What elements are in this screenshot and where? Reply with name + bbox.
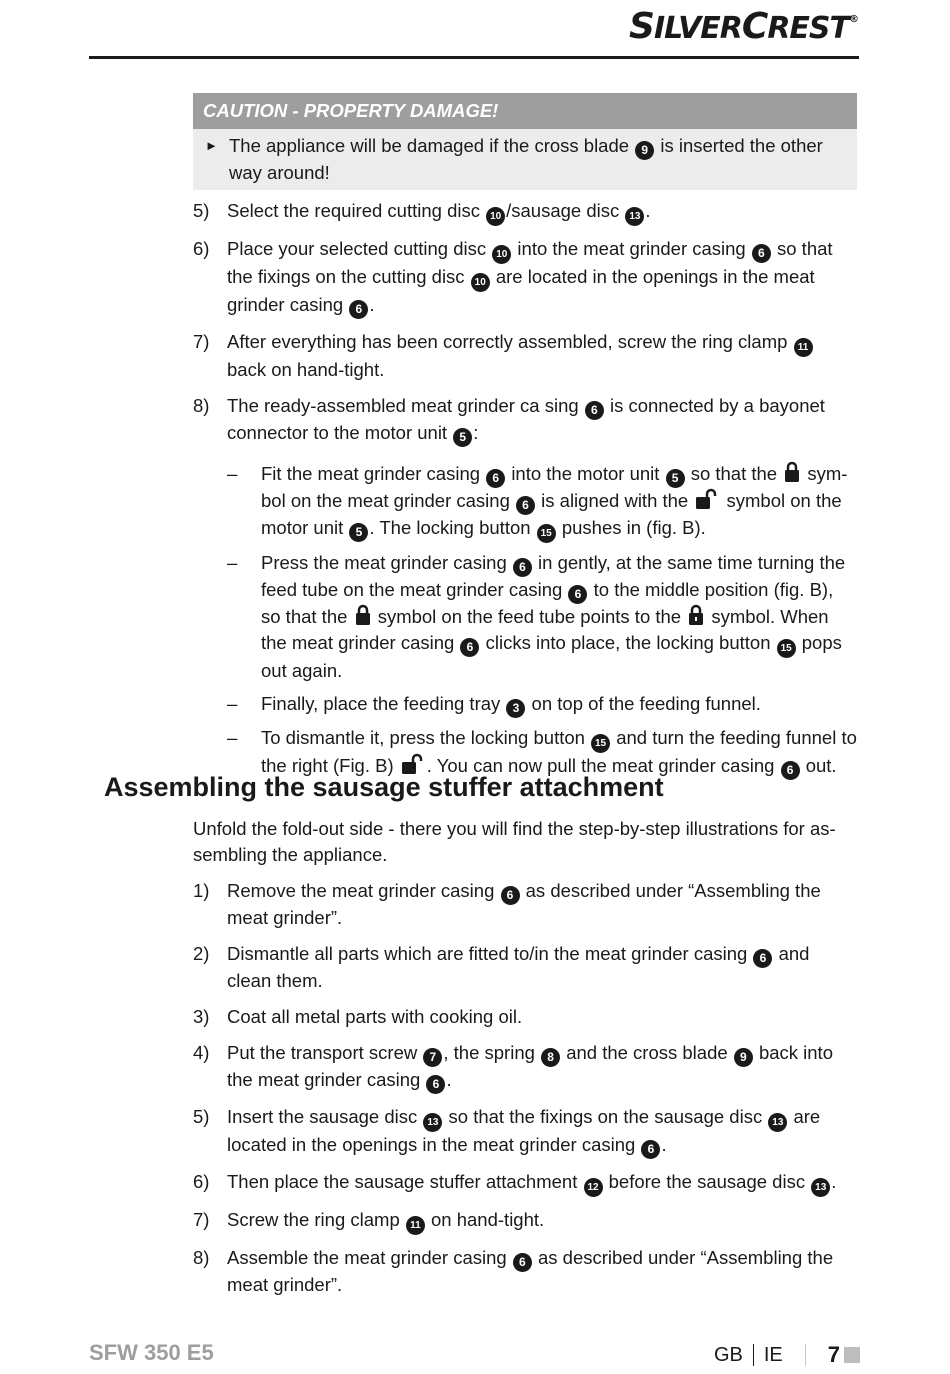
- sub-step-item: – Finally, place the feeding tray 3 on top of the feeding funnel.: [227, 691, 857, 718]
- ref-number: 15: [777, 639, 796, 658]
- ref-number: 7: [423, 1048, 442, 1067]
- step-item: 8) The ready-assembled meat grinder ca sing 6 is connected by a bayonet connector to the motor unit 5 :: [193, 393, 857, 447]
- sub-step-item: – Press the meat grinder casing 6 in gently, at the same time turning the feed tube on the meat grinder casing 6 to the middle position (fig. B), so that the symbol on the feed tube points to the symbol. When the meat grinder casing 6 clicks into place, the locking button 15 pops out again.: [227, 552, 846, 681]
- ref-number: 6: [752, 244, 771, 263]
- caution-box: [193, 93, 857, 190]
- ref-number: 13: [625, 207, 644, 226]
- divider: [753, 1344, 754, 1366]
- ref-number: 6: [585, 401, 604, 420]
- ref-number: 12: [584, 1178, 603, 1197]
- lock-closed-icon: [688, 604, 704, 626]
- sub-step-item: – Fit the meat grinder casing 6 into the motor unit 5 so that the sym-bol on the meat grinder casing 6 is aligned with the symbol on the motor unit 5 . The locking button 15 pushes in (fig. B).: [227, 461, 857, 543]
- sub-step-list: [193, 461, 857, 780]
- step-item: 2) Dismantle all parts which are fitted to/in the meat grinder casing 6 and clean them.: [193, 943, 810, 991]
- ref-number: 6: [753, 949, 772, 968]
- triangle-bullet-icon: ►: [205, 138, 218, 153]
- language-code: GB: [713, 1343, 743, 1366]
- step-item: 4) Put the transport screw 7 , the spring 8 and the cross blade 9 back into the meat grinder casing 6 .: [193, 1040, 857, 1094]
- ref-number: 5: [666, 469, 685, 488]
- ref-number: 5: [453, 428, 472, 447]
- ref-number: 11: [794, 338, 813, 357]
- language-code: IE: [763, 1343, 783, 1366]
- brand-logo: SILVERCREST®: [629, 6, 858, 47]
- ref-number: 6: [501, 886, 520, 905]
- caution-title: CAUTION - PROPERTY DAMAGE!: [193, 93, 857, 129]
- ref-number: 15: [537, 524, 556, 543]
- ref-number: 6: [568, 585, 587, 604]
- ref-number: 6: [641, 1140, 660, 1159]
- step-item: 5) Select the required cutting disc 10 /sausage disc 13 .: [193, 198, 857, 226]
- caution-body: [193, 129, 857, 190]
- instructions-part-2: [193, 816, 857, 1308]
- step-item: 3) Coat all metal parts with cooking oil.: [193, 1006, 523, 1027]
- instructions-part-1: [193, 93, 857, 787]
- sub-step-item: – To dismantle it, press the locking button 15 and turn the feeding funnel to the right (Fig. B) . You can now pull the meat grinder casing 6 out.: [227, 725, 857, 780]
- page-footer: [714, 1342, 860, 1368]
- ref-number: 6: [486, 469, 505, 488]
- ref-number: 6: [349, 300, 368, 319]
- ref-number: 5: [349, 523, 368, 542]
- ref-number: 9: [734, 1048, 753, 1067]
- divider: [805, 1344, 806, 1366]
- ref-number: 9: [635, 141, 654, 160]
- ref-number: 10: [471, 273, 490, 292]
- page-number: 7: [827, 1342, 840, 1367]
- ref-number: 13: [811, 1178, 830, 1197]
- step-item: 7) Screw the ring clamp 11 on hand-tight.: [193, 1207, 857, 1235]
- ref-number: 10: [486, 207, 505, 226]
- ref-number: 6: [426, 1075, 445, 1094]
- lock-open-icon: [695, 488, 719, 510]
- lock-closed-icon: [355, 604, 371, 626]
- step-item: 7) After everything has been correctly assembled, screw the ring clamp 11 back on hand-tight.: [193, 329, 857, 383]
- ref-number: 11: [406, 1216, 425, 1235]
- step-item: 6) Then place the sausage stuffer attachment 12 before the sausage disc 13 .: [193, 1169, 857, 1197]
- page-marker: [844, 1347, 860, 1363]
- step-item: 5) Insert the sausage disc 13 so that the fixings on the sausage disc 13 are located in the openings in the meat grinder casing 6 .: [193, 1104, 857, 1159]
- ref-number: 6: [460, 638, 479, 657]
- ref-number: 3: [506, 699, 525, 718]
- model-number: SFW 350 E5: [89, 1340, 214, 1365]
- step-item: 8) Assemble the meat grinder casing 6 as described under “Assembling the meat grinder”.: [193, 1247, 834, 1295]
- ref-number: 6: [781, 761, 800, 780]
- ref-number: 15: [591, 734, 610, 753]
- section-heading: Assembling the sausage stuffer attachment: [104, 772, 664, 802]
- header-rule: [89, 56, 859, 59]
- ref-number: 10: [492, 245, 511, 264]
- caution-text: The appliance will be damaged if the cross blade 9 is inserted the other way around!: [229, 135, 823, 183]
- section-intro: Unfold the fold-out side - there you will find the step-by-step illustrations for as-sembling the appliance.: [193, 818, 836, 865]
- ref-number: 13: [423, 1113, 442, 1132]
- step-item: 1) Remove the meat grinder casing 6 as described under “Assembling the meat grinder”.: [193, 880, 821, 928]
- ref-number: 6: [513, 1253, 532, 1272]
- ref-number: 6: [516, 496, 535, 515]
- ref-number: 6: [513, 558, 532, 577]
- lock-closed-icon: [784, 461, 800, 483]
- ref-number: 13: [768, 1113, 787, 1132]
- step-item: 6) Place your selected cutting disc 10 into the meat grinder casing 6 so that the fixings on the cutting disc 10 are located in the openings in the meat grinder casing 6 .: [193, 236, 857, 319]
- ref-number: 8: [541, 1048, 560, 1067]
